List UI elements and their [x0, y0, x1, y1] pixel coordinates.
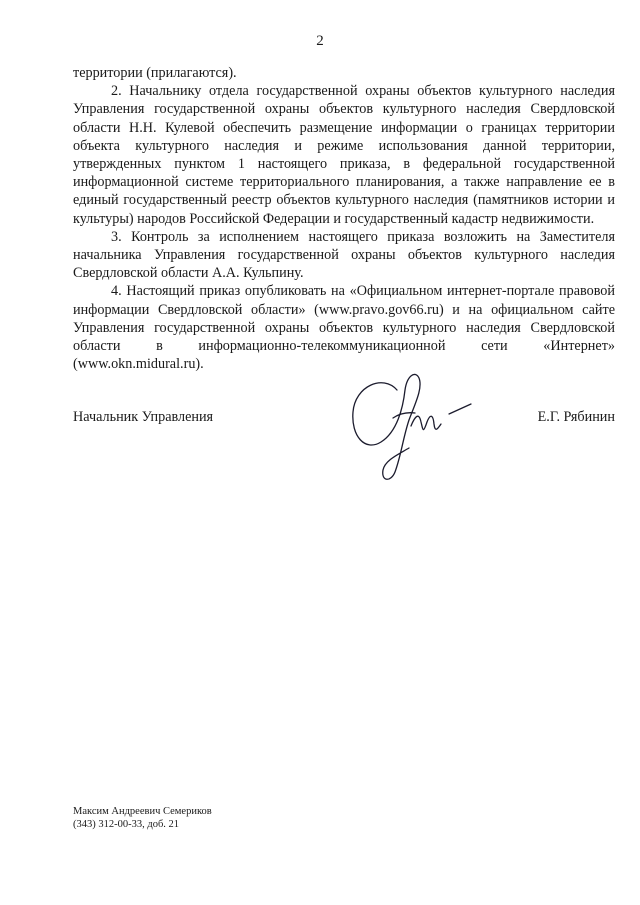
executor-phone: (343) 312-00-33, доб. 21 — [73, 819, 180, 830]
signature-block — [73, 409, 615, 429]
document-body — [73, 64, 615, 373]
paragraph-1-continuation: территории (прилагаются). — [73, 65, 237, 81]
executor-name: Максим Андреевич Семериков — [73, 806, 212, 817]
paragraph-item-4: 4. Настоящий приказ опубликовать на «Официальном интернет-портале правовой информации Свердловской области» (www.pravo.gov66.ru) и на официальном сайте Управления государственной охраны объектов культурного наследия Свердловской области в информационно-телекоммуникационной сети «Интернет» (www.okn.midural.ru). — [73, 283, 615, 373]
executor-contact — [73, 805, 212, 831]
signatory-name: Е.Г. Рябинин — [537, 409, 615, 425]
page-number: 2 — [316, 33, 324, 49]
paragraph-item-2: 2. Начальнику отдела государственной охраны объектов культурного наследия Управления государственной охраны объектов культурного наследия Свердловской области Н.Н. Кулевой обеспечить размещение информации о границах территории объекта культурного наследия и режиме использования данной территории, утвержденных пунктом 1 настоящего приказа, в федеральной государственной информационной системе территориального планирования, а также направление ее в единый государственный реестр объектов культурного наследия (памятников истории и культуры) народов Российской Федерации и государственный кадастр недвижимости. — [73, 83, 615, 227]
signatory-position: Начальник Управления — [73, 409, 214, 425]
paragraph-item-3: 3. Контроль за исполнением настоящего приказа возложить на Заместителя начальника Управления государственной охраны объектов культурного наследия Свердловской области А.А. Кульпину. — [73, 228, 615, 282]
handwritten-signature — [345, 368, 480, 486]
